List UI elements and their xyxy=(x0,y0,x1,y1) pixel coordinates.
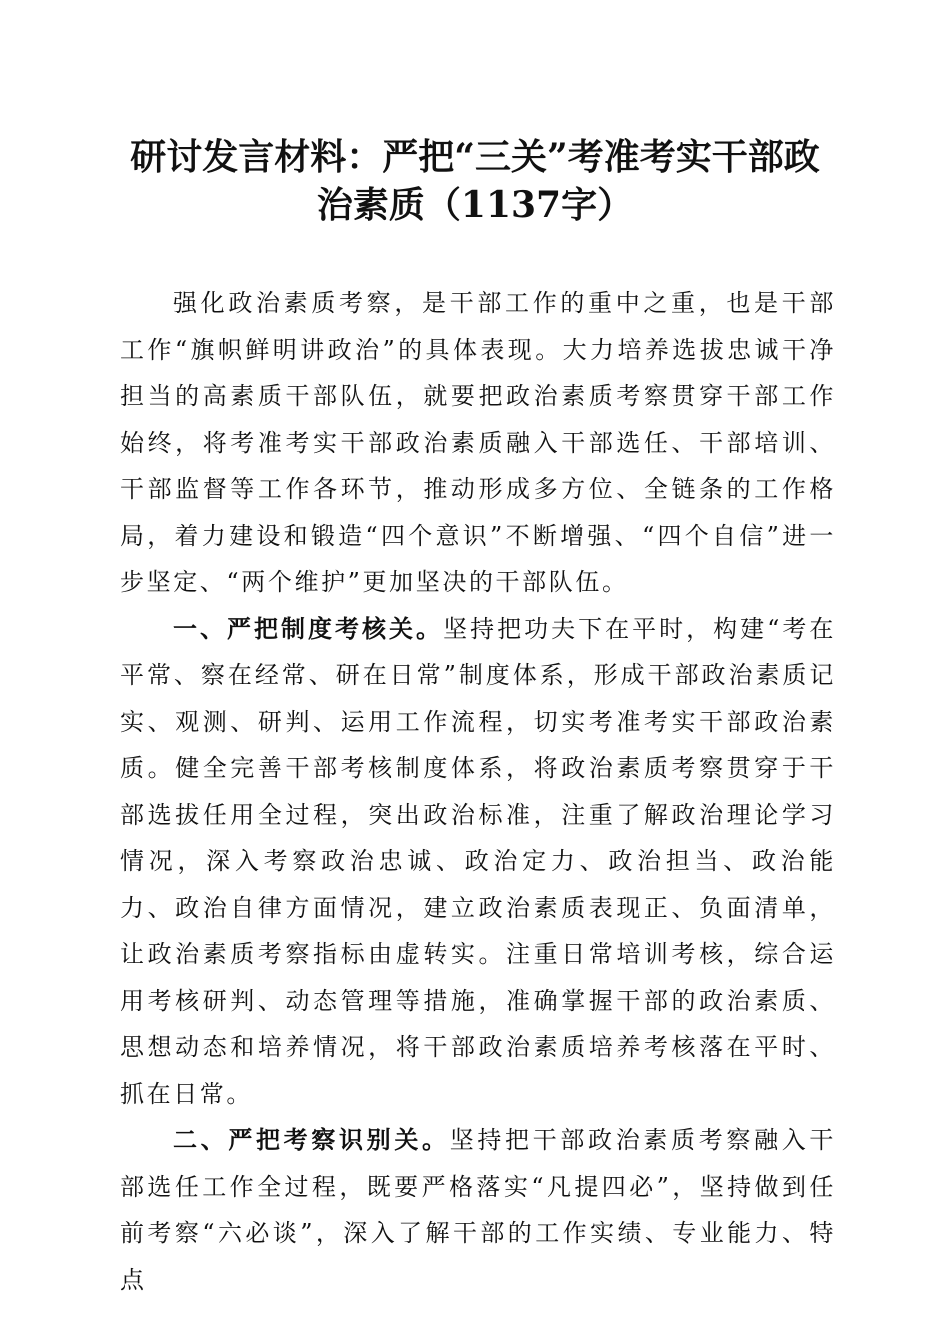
section-heading: 一、严把制度考核关。 xyxy=(173,613,444,643)
document-body xyxy=(120,280,836,1303)
paragraph-text: 强化政治素质考察，是干部工作的重中之重，也是干部工作“旗帜鲜明讲政治”的具体表现。大力培养选拔忠诚干净担当的高素质干部队伍，就要把政治素质考察贯穿干部工作始终，将考准考实干部政治素质融入干部选任、干部培训、干部监督等工作各环节，推动形成多方位、全链条的工作格局，着力建设和锻造“四个意识”不断增强、“四个自信”进一步坚定、“两个维护”更加坚决的干部队伍。 xyxy=(120,289,836,596)
title-line-2: 治素质（1137字） xyxy=(316,184,634,226)
paragraph-text: 坚持把功夫下在平时，构建“考在平常、察在经常、研在日常”制度体系，形成干部政治素质记实、观测、研判、运用工作流程，切实考准考实干部政治素质。健全完善干部考核制度体系，将政治素质考察贯穿于干部选拔任用全过程，突出政治标准，注重了解政治理论学习情况，深入考察政治忠诚、政治定力、政治担当、政治能力、政治自律方面情况，建立政治素质表现正、负面清单，让政治素质考察指标由虚转实。注重日常培训考核，综合运用考核研判、动态管理等措施，准确掌握干部的政治素质、思想动态和培养情况，将干部政治素质培养考核落在平时、抓在日常。 xyxy=(120,614,837,1108)
section-heading: 二、严把考察识别关。 xyxy=(173,1125,450,1154)
paragraph-intro xyxy=(120,280,836,606)
paragraph-text: 坚持把干部政治素质考察融入干部选任工作全过程，既要严格落实“凡提四必”，坚持做到任前考察“六必谈”，深入了解干部的工作实绩、专业能力、特点 xyxy=(120,1126,837,1294)
title-line-1: 研讨发言材料：严把“三关”考准考实干部政 xyxy=(130,136,820,178)
paragraph-section-2 xyxy=(120,1117,836,1303)
document-title xyxy=(118,133,832,229)
paragraph-section-1 xyxy=(120,606,836,1118)
